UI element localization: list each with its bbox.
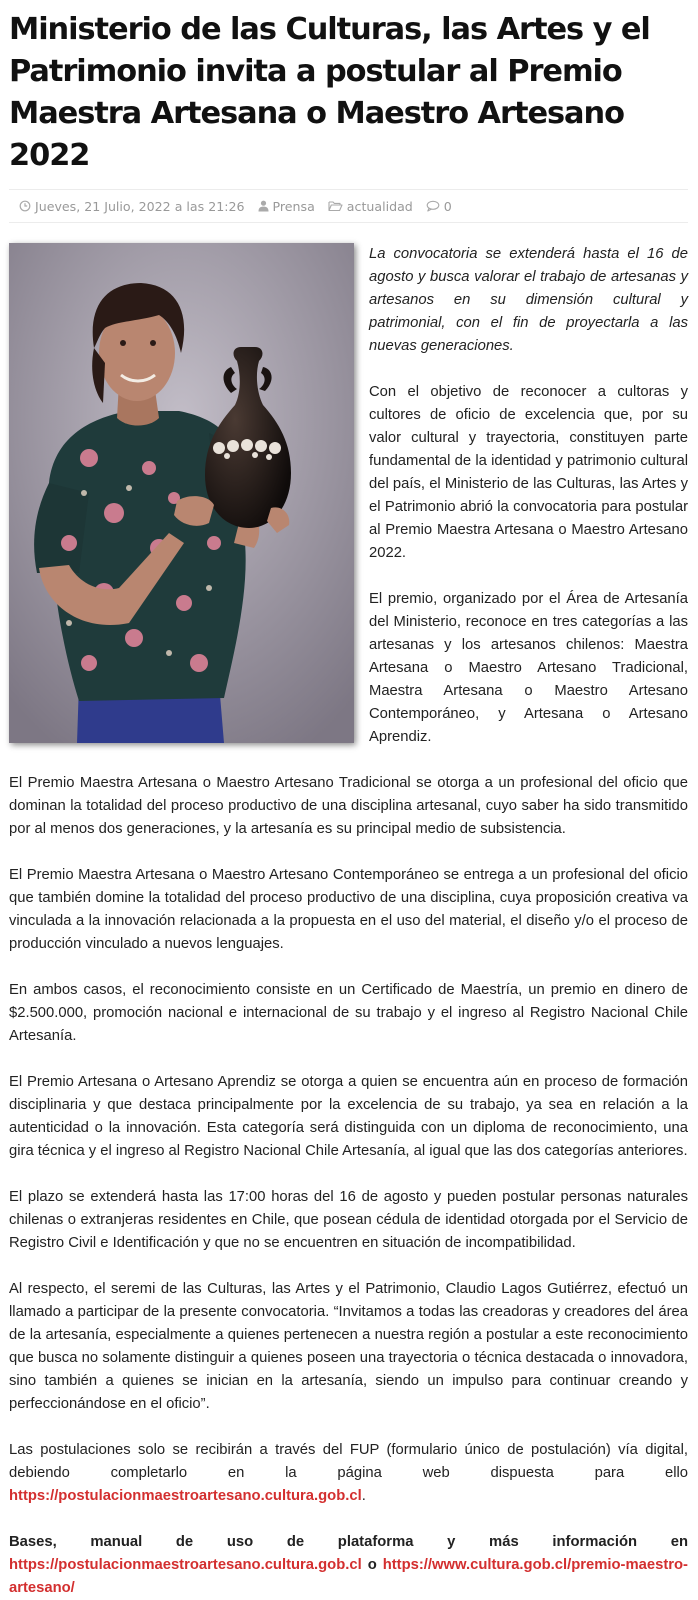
article-lede: La convocatoria se extenderá hasta el 16 de agosto y busca valorar el trabajo de artesanas y artesanos en su dimensión cultural y patrimonial, con el fin de proyectarla a las nuevas generaciones.	[369, 246, 688, 354]
meta-category[interactable]	[328, 199, 413, 214]
article-paragraph: El plazo se extenderá hasta las 17:00 horas del 16 de agosto y pueden postular personas naturales chilenas o extranjeras residentes en Chile, que posean cédula de identidad otorgada por el Servicio de Registro Civil e Identificación y que no se encuentren en situación de incompatibilidad.	[9, 1189, 688, 1251]
article-paragraph: Al respecto, el seremi de las Culturas, las Artes y el Patrimonio, Claudio Lagos Gutiérrez, efectuó un llamado a participar de la presente convocatoria. “Invitamos a todas las creadoras y creadores del área de la artesanía, especialmente a quienes pertenecen a nuestra región a postular a este reconocimiento que busca no solamente distinguir a quienes poseen una trayectoria o técnica destacada o innovadora, sino también a quienes se inician en la artesanía, siendo un impulso para continuar creando y perfeccionándose en el oficio”.	[9, 1281, 688, 1412]
article-photo	[9, 243, 354, 743]
article-paragraph: El Premio Maestra Artesana o Maestro Artesano Contemporáneo se entrega a un profesional del oficio que también domine la totalidad del proceso productivo de una disciplina, cuya proposición creativa va vinculada a la innovación relacionada a la propuesta en el uso del material, el diseño y/o el proceso de producción vinculado a nuevos lenguajes.	[9, 867, 688, 952]
meta-author[interactable]	[258, 199, 315, 214]
article	[0, 9, 698, 1600]
article-body	[9, 243, 688, 1600]
meta-category-text[interactable]: actualidad	[346, 198, 413, 214]
meta-comments-count[interactable]: 0	[443, 198, 452, 214]
meta-date-text: Jueves, 21 Julio, 2022 a las 21:26	[35, 198, 245, 214]
article-paragraph: El premio, organizado por el Área de Artesanía del Ministerio, reconoce en tres categorías a las artesanas y los artesanos chilenos: Maestra Artesana o Maestro Artesano Tradicional, Maestra Artesana o Maestro Artesano Contemporáneo, y Artesana o Artesano Aprendiz.	[369, 591, 688, 745]
comment-icon	[426, 200, 440, 212]
bases-link-cultura[interactable]: https://www.cultura.gob.cl/premio-maestro-artesano/	[9, 1557, 688, 1596]
bases-paragraph	[9, 1531, 688, 1600]
meta-comments[interactable]	[426, 199, 452, 214]
postulation-end: .	[361, 1488, 366, 1504]
folder-icon	[328, 200, 343, 212]
article-paragraph: Con el objetivo de reconocer a cultoras y cultores de oficio de excelencia que, por su valor cultural y trayectoria, constituyen parte fundamental de la identidad y patrimonio cultural del país, el Ministerio de las Culturas, las Artes y el Patrimonio abrió la convocatoria para postular al Premio Maestra Artesana o Maestro Artesano 2022.	[369, 384, 688, 561]
meta-author-text[interactable]: Prensa	[272, 198, 315, 214]
meta-date	[19, 199, 245, 214]
article-paragraph: El Premio Maestra Artesana o Maestro Artesano Tradicional se otorga a un profesional del oficio que dominan la totalidad del proceso productivo de una disciplina artesanal, cuyo saber ha sido transmitido por al menos dos generaciones, y la artesanía es su principal medio de subsistencia.	[9, 775, 688, 837]
postulation-link[interactable]: https://postulacionmaestroartesano.cultura.gob.cl	[9, 1488, 362, 1504]
article-paragraph: El Premio Artesana o Artesano Aprendiz se otorga a quien se encuentra aún en proceso de formación disciplinaria y que destaca principalmente por la excelencia de su trabajo, ya sea en relación a la autenticidad o la innovación. Esta categoría será distinguida con un diploma de reconocimiento, una gira técnica y el ingreso al Registro Nacional Chile Artesanía, al igual que las dos categorías anteriores.	[9, 1074, 688, 1159]
article-title: Ministerio de las Culturas, las Artes y el Patrimonio invita a postular al Premio Maestra Artesana o Maestro Artesano 2022	[9, 12, 650, 173]
user-icon	[258, 200, 269, 212]
artisan-portrait-illustration	[9, 243, 354, 743]
article-meta	[9, 189, 688, 223]
clock-icon	[19, 200, 31, 212]
postulation-text: Las postulaciones solo se recibirán a través del FUP (formulario único de postulación) vía digital, debiendo completarlo en la página web dispuesta para ello	[9, 1442, 688, 1481]
bases-text: Bases, manual de uso de plataforma y más información en	[9, 1534, 688, 1550]
postulation-paragraph	[9, 1439, 688, 1508]
bases-link-platform[interactable]: https://postulacionmaestroartesano.cultura.gob.cl	[9, 1557, 362, 1573]
bases-connector: o	[367, 1557, 377, 1573]
article-paragraph: En ambos casos, el reconocimiento consiste en un Certificado de Maestría, un premio en dinero de $2.500.000, promoción nacional e internacional de su trabajo y el ingreso al Registro Nacional Chile Artesanía.	[9, 982, 688, 1044]
